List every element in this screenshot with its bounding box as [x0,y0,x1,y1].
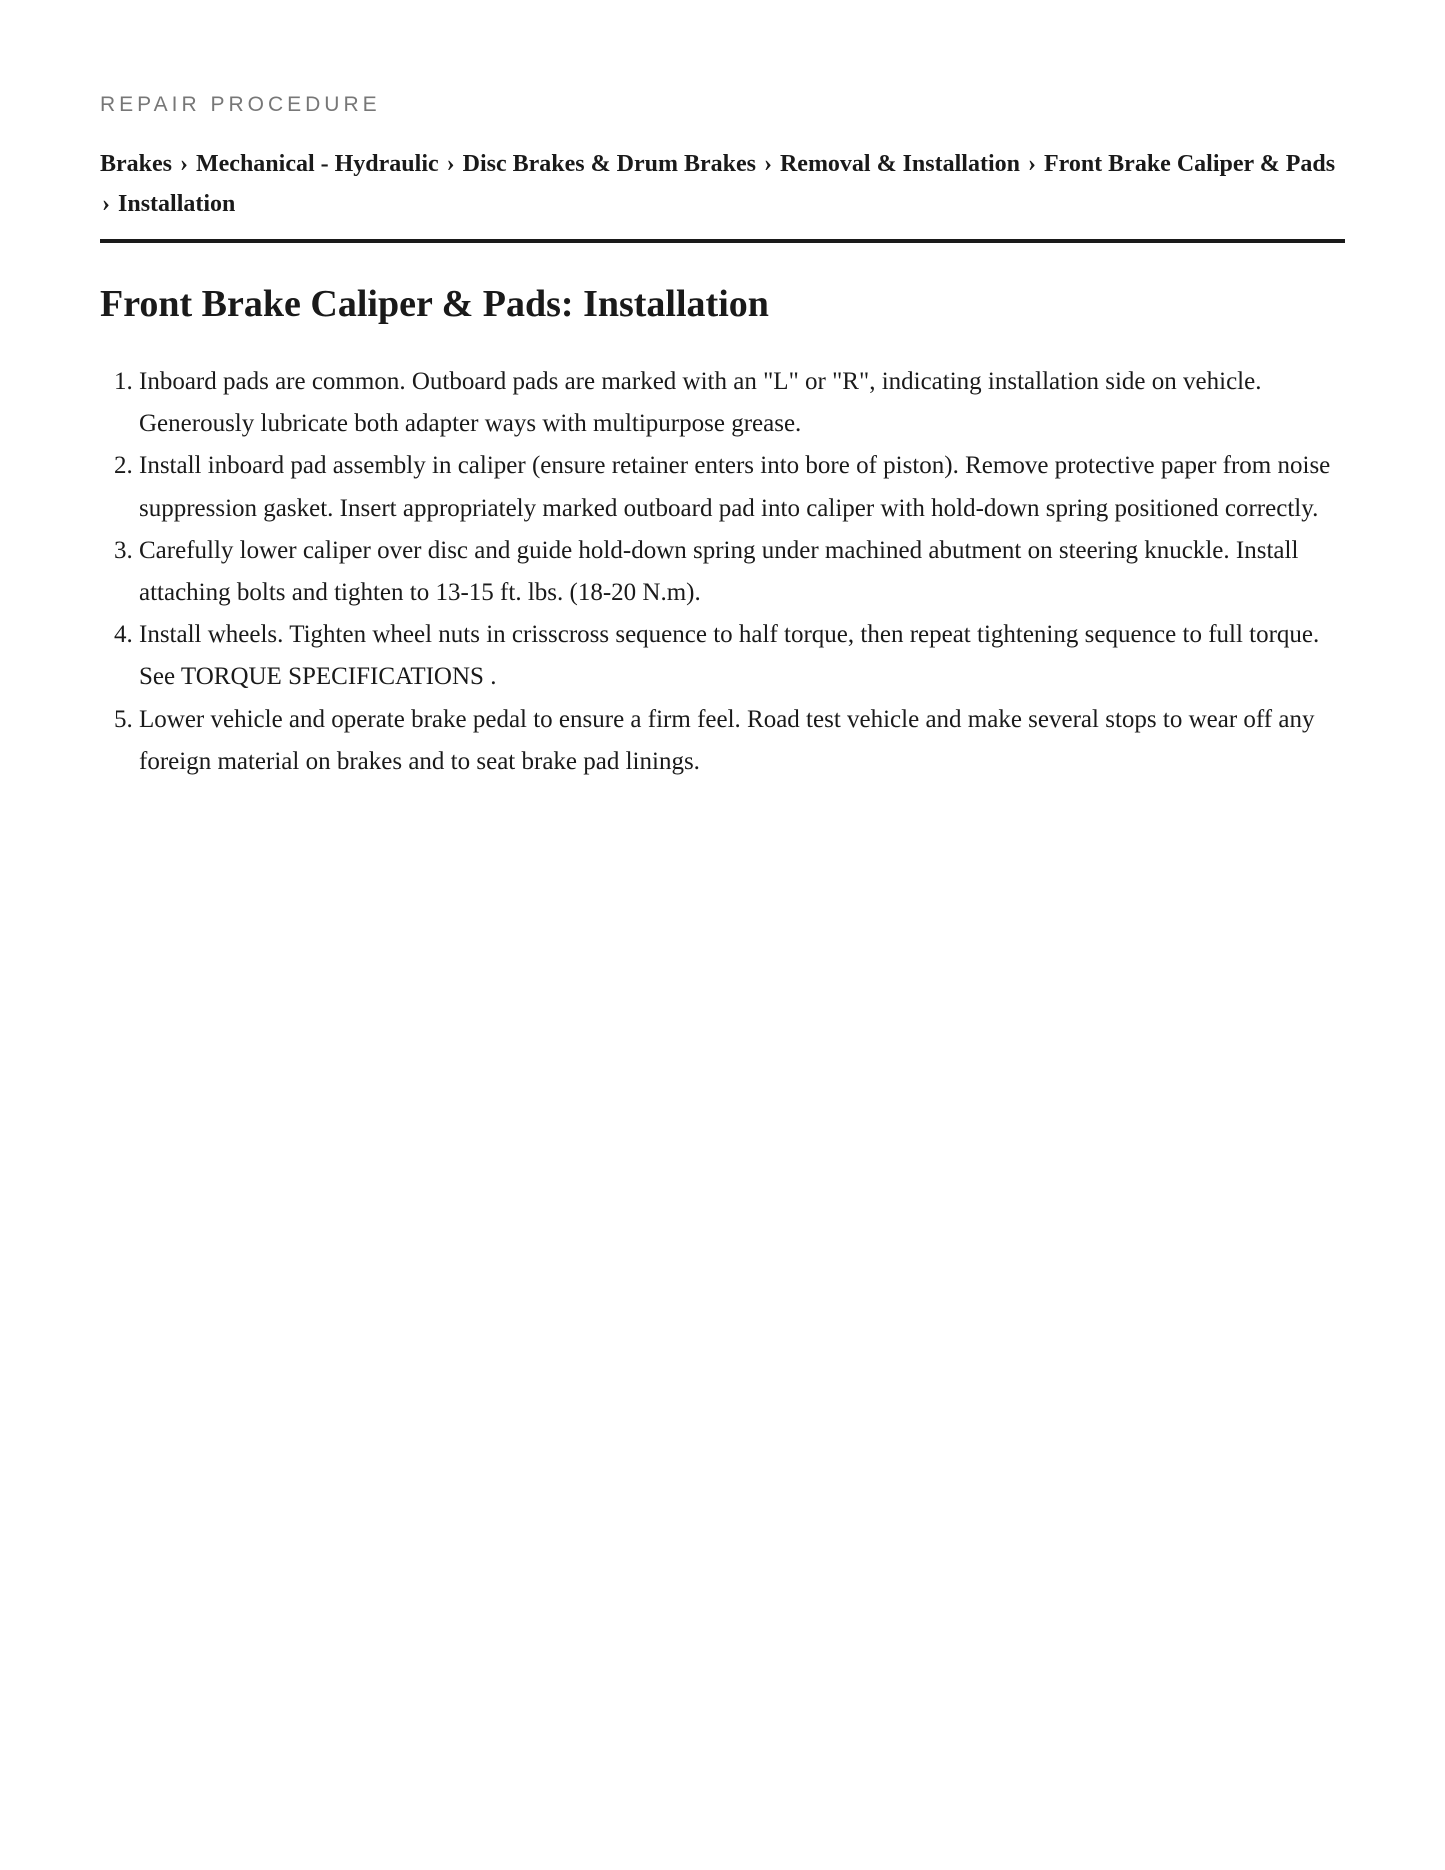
breadcrumb-item[interactable]: Brakes [100,151,172,177]
page-title: Front Brake Caliper & Pads: Installation [100,283,769,325]
section-kicker: REPAIR PROCEDURE [100,93,381,116]
breadcrumb-item[interactable]: Disc Brakes & Drum Brakes [462,151,756,177]
breadcrumb [100,144,1345,243]
procedure-steps [100,361,1345,783]
breadcrumb-item-current: Installation [118,191,236,217]
breadcrumb-item[interactable]: Front Brake Caliper & Pads [1043,151,1336,177]
breadcrumb-separator: › [446,151,455,177]
document-page [100,92,1345,783]
procedure-step: 4. Install wheels. Tighten wheel nuts in crisscross sequence to half torque, then repeat tightening sequence to full torque. See TORQUE SPECIFICATIONS . [139,614,1345,698]
breadcrumb-item[interactable]: Removal & Installation [779,151,1020,177]
procedure-step: 2. Install inboard pad assembly in caliper (ensure retainer enters into bore of piston). Remove protective paper from noise suppression gasket. Insert appropriately marked outboard pad into caliper with hold-down spring positioned correctly. [139,445,1345,529]
breadcrumb-item[interactable]: Mechanical - Hydraulic [196,151,439,177]
procedure-step: 1. Inboard pads are common. Outboard pads are marked with an "L" or "R", indicating installation side on vehicle. Generously lubricate both adapter ways with multipurpose grease. [139,361,1345,445]
breadcrumb-separator: › [102,191,110,217]
procedure-step: 5. Lower vehicle and operate brake pedal to ensure a firm feel. Road test vehicle and make several stops to wear off any foreign material on brakes and to seat brake pad linings. [139,699,1345,783]
procedure-step: 3. Carefully lower caliper over disc and guide hold-down spring under machined abutment on steering knuckle. Install attaching bolts and tighten to 13-15 ft. lbs. (18-20 N.m). [139,530,1345,614]
breadcrumb-separator: › [763,151,772,177]
breadcrumb-separator: › [1027,151,1036,177]
breadcrumb-separator: › [180,151,188,177]
